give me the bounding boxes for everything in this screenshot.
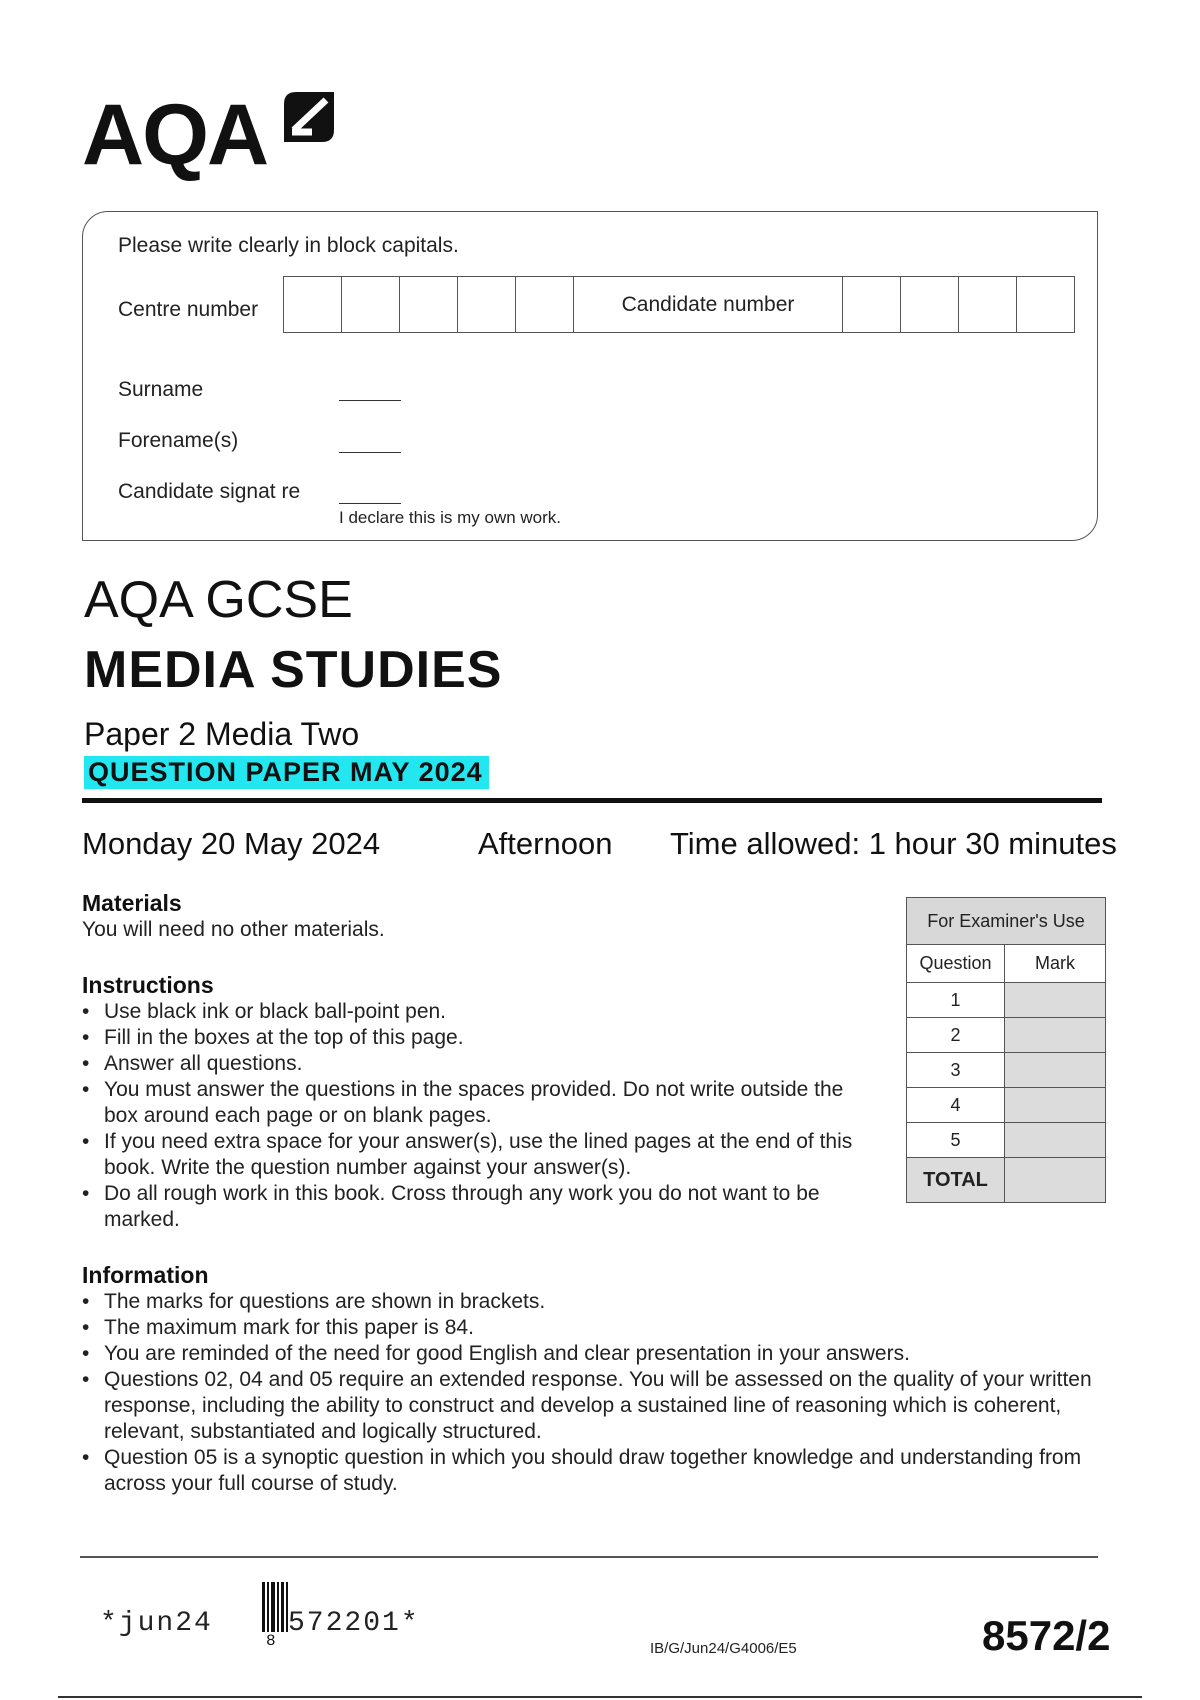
- barcode-digit: 8: [266, 1632, 276, 1650]
- declaration-text: I declare this is my own work.: [339, 508, 562, 527]
- exam-session: Afternoon: [478, 826, 613, 861]
- time-allowed: Time allowed: 1 hour 30 minutes: [670, 826, 1117, 861]
- mark-cell: [1005, 1123, 1106, 1158]
- list-item: • Answer all questions.: [82, 1051, 872, 1077]
- candidate-number-box[interactable]: [843, 276, 901, 333]
- examiners-use-title: For Examiner's Use: [907, 898, 1106, 945]
- centre-number-box[interactable]: [283, 276, 342, 333]
- barcode-icon: [262, 1582, 288, 1632]
- centre-number-box[interactable]: [458, 276, 516, 333]
- examiners-use-table: [906, 897, 1106, 1203]
- barcode-text-right: 572201*: [288, 1608, 420, 1639]
- forename-label: Forename(s): [118, 429, 239, 452]
- paper-title: Paper 2 Media Two: [84, 716, 360, 752]
- surname-label: Surname: [118, 378, 204, 401]
- question-number: 3: [907, 1053, 1005, 1088]
- surname-field[interactable]: [339, 400, 401, 401]
- exam-date: Monday 20 May 2024: [82, 826, 381, 861]
- centre-number-box[interactable]: [400, 276, 458, 333]
- information-section: [82, 1262, 1102, 1497]
- barcode-text-left: *jun24: [100, 1608, 213, 1639]
- number-boxes: [283, 276, 1075, 333]
- list-item: • The maximum mark for this paper is 84.: [82, 1315, 1102, 1341]
- footer-divider: [80, 1556, 1098, 1558]
- information-heading: Information: [82, 1262, 209, 1288]
- centre-number-label: Centre number: [118, 298, 259, 321]
- question-number: 1: [907, 983, 1005, 1018]
- list-item: • If you need extra space for your answer(s), use the lined pages at the end of this book. Write the question number against your answer(s).: [82, 1129, 872, 1181]
- signature-label: Candidate signat re: [118, 480, 301, 503]
- question-paper-banner: QUESTION PAPER MAY 2024: [84, 756, 489, 789]
- list-item: • Question 05 is a synoptic question in which you should draw together knowledge and understanding from across your full course of study.: [82, 1445, 1102, 1497]
- mark-cell: [1005, 1053, 1106, 1088]
- subject-title: MEDIA STUDIES: [84, 641, 503, 699]
- instructions-heading: Instructions: [82, 972, 214, 998]
- signature-field[interactable]: [339, 503, 401, 504]
- bottom-rule: [58, 1696, 1142, 1698]
- logo-text: AQA: [82, 87, 268, 183]
- aqa-logo-mark-icon: [282, 90, 338, 146]
- block-capitals-instruction: Please write clearly in block capitals.: [118, 234, 459, 257]
- list-item: • You are reminded of the need for good English and clear presentation in your answers.: [82, 1341, 1102, 1367]
- candidate-number-box[interactable]: [1017, 276, 1075, 333]
- total-mark-cell: [1005, 1158, 1106, 1203]
- candidate-number-box[interactable]: [901, 276, 959, 333]
- list-item: • Fill in the boxes at the top of this page.: [82, 1025, 872, 1051]
- materials-text: You will need no other materials.: [82, 918, 385, 941]
- question-number: 2: [907, 1018, 1005, 1053]
- instructions-section: [82, 972, 872, 1233]
- list-item: • Use black ink or black ball-point pen.: [82, 999, 872, 1025]
- instructions-list: [82, 999, 872, 1233]
- materials-section: [82, 890, 882, 943]
- total-label: TOTAL: [907, 1158, 1005, 1203]
- list-item: • The marks for questions are shown in brackets.: [82, 1289, 1102, 1315]
- question-number: 5: [907, 1123, 1005, 1158]
- question-column-header: Question: [907, 945, 1005, 983]
- document-reference: IB/G/Jun24/G4006/E5: [650, 1640, 797, 1657]
- candidate-number-label: Candidate number: [574, 276, 843, 333]
- list-item: • Questions 02, 04 and 05 require an extended response. You will be assessed on the quality of your written response, including the ability to construct and develop a sustained line of reasoning which is coherent, relevant, substantiated and logically structured.: [82, 1367, 1102, 1445]
- candidate-number-box[interactable]: [959, 276, 1017, 333]
- information-list: [82, 1289, 1102, 1497]
- list-item: • You must answer the questions in the spaces provided. Do not write outside the box around each page or on blank pages.: [82, 1077, 872, 1129]
- mark-column-header: Mark: [1005, 945, 1106, 983]
- list-item: • Do all rough work in this book. Cross through any work you do not want to be marked.: [82, 1181, 872, 1233]
- forename-field[interactable]: [339, 452, 401, 453]
- aqa-logo: [82, 87, 268, 183]
- question-number: 4: [907, 1088, 1005, 1123]
- mark-cell: [1005, 1088, 1106, 1123]
- centre-number-box[interactable]: [342, 276, 400, 333]
- mark-cell: [1005, 1018, 1106, 1053]
- centre-number-box[interactable]: [516, 276, 574, 333]
- paper-code: 8572/2: [982, 1612, 1111, 1659]
- exam-board-title: AQA GCSE: [84, 571, 353, 629]
- title-divider: [82, 798, 1102, 803]
- candidate-details-box: [82, 211, 1098, 541]
- materials-heading: Materials: [82, 890, 182, 916]
- mark-cell: [1005, 983, 1106, 1018]
